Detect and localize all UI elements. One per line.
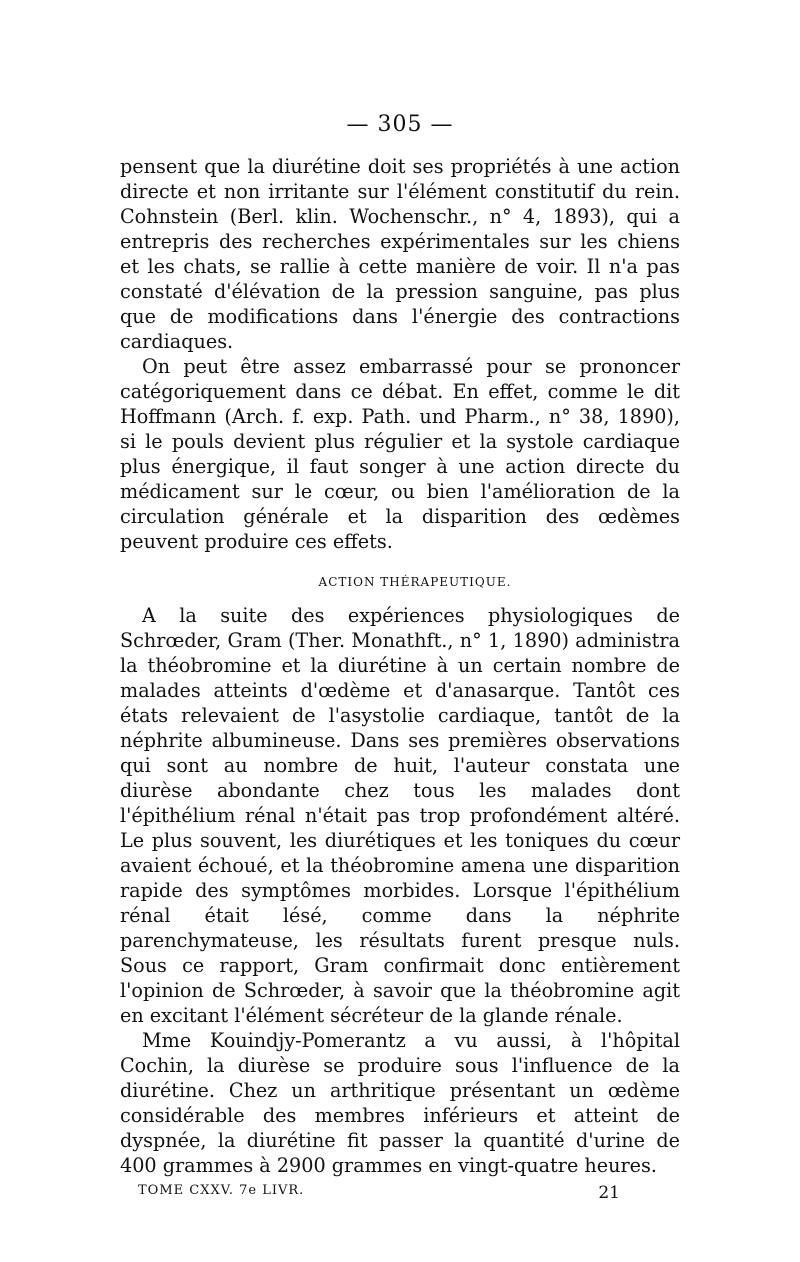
footer-signature: 21 [598, 1183, 620, 1203]
book-page [120, 110, 680, 1203]
page-footer [120, 1183, 680, 1203]
section-heading: ACTION THÉRAPEUTIQUE. [318, 575, 512, 589]
page-number: — 305 — [346, 112, 454, 137]
footer-volume: TOME CXXV. 7e LIVR. [138, 1183, 305, 1198]
paragraph-3: A la suite des expériences physiologiques de Schrœder, Gram (Ther. Monathft., n° 1, 1890) administra la théobromine et la diurétine à un certain nombre de malades atteints d'œdème et d'anasarque. Tantôt ces états relevaient de l'asystolie cardiaque, tantôt de la néphrite albumineuse. Dans ses premières observations qui sont au nombre de huit, l'auteur constata une diurèse abondante chez tous les malades dont l'épithélium rénal n'était pas trop profondément altéré. Le plus souvent, les diurétiques et les toniques du cœur avaient échoué, et la théobromine amena une disparition rapide des symptômes morbides. Lorsque l'épithélium rénal était lésé, comme dans la néphrite parenchymateuse, les résultats furent presque nuls. Sous ce rapport, Gram confirmait donc entièrement l'opinion de Schrœder, à savoir que la théobromine agit en excitant l'élément sécréteur de la glande rénale. [120, 604, 680, 1027]
paragraph-1: pensent que la diurétine doit ses propriétés à une action directe et non irritante sur l'élément constitutif du rein. Cohnstein (Berl. klin. Wochenschr., n° 4, 1893), qui a entrepris des recherches expérimentales sur les chiens et les chats, se rallie à cette manière de voir. Il n'a pas constaté d'élévation de la pression sanguine, pas plus que de modifications dans l'énergie des contractions cardiaques. [120, 155, 680, 353]
paragraph-4: Mme Kouindjy-Pomerantz a vu aussi, à l'hôpital Cochin, la diurèse se produire sous l'influence de la diurétine. Chez un arthritique présentant un œdème considérable des membres inférieurs et atteint de dyspnée, la diurétine fit passer la quantité d'urine de 400 grammes à 2900 grammes en vingt-quatre heures. [120, 1029, 680, 1177]
paragraph-2: On peut être assez embarrassé pour se prononcer catégoriquement dans ce débat. En effet, comme le dit Hoffmann (Arch. f. exp. Path. und Pharm., n° 38, 1890), si le pouls devient plus régulier et la systole cardiaque plus énergique, il faut songer à une action directe du médicament sur le cœur, ou bien l'amélioration de la circulation générale et la disparition des œdèmes peuvent produire ces effets. [120, 355, 680, 553]
